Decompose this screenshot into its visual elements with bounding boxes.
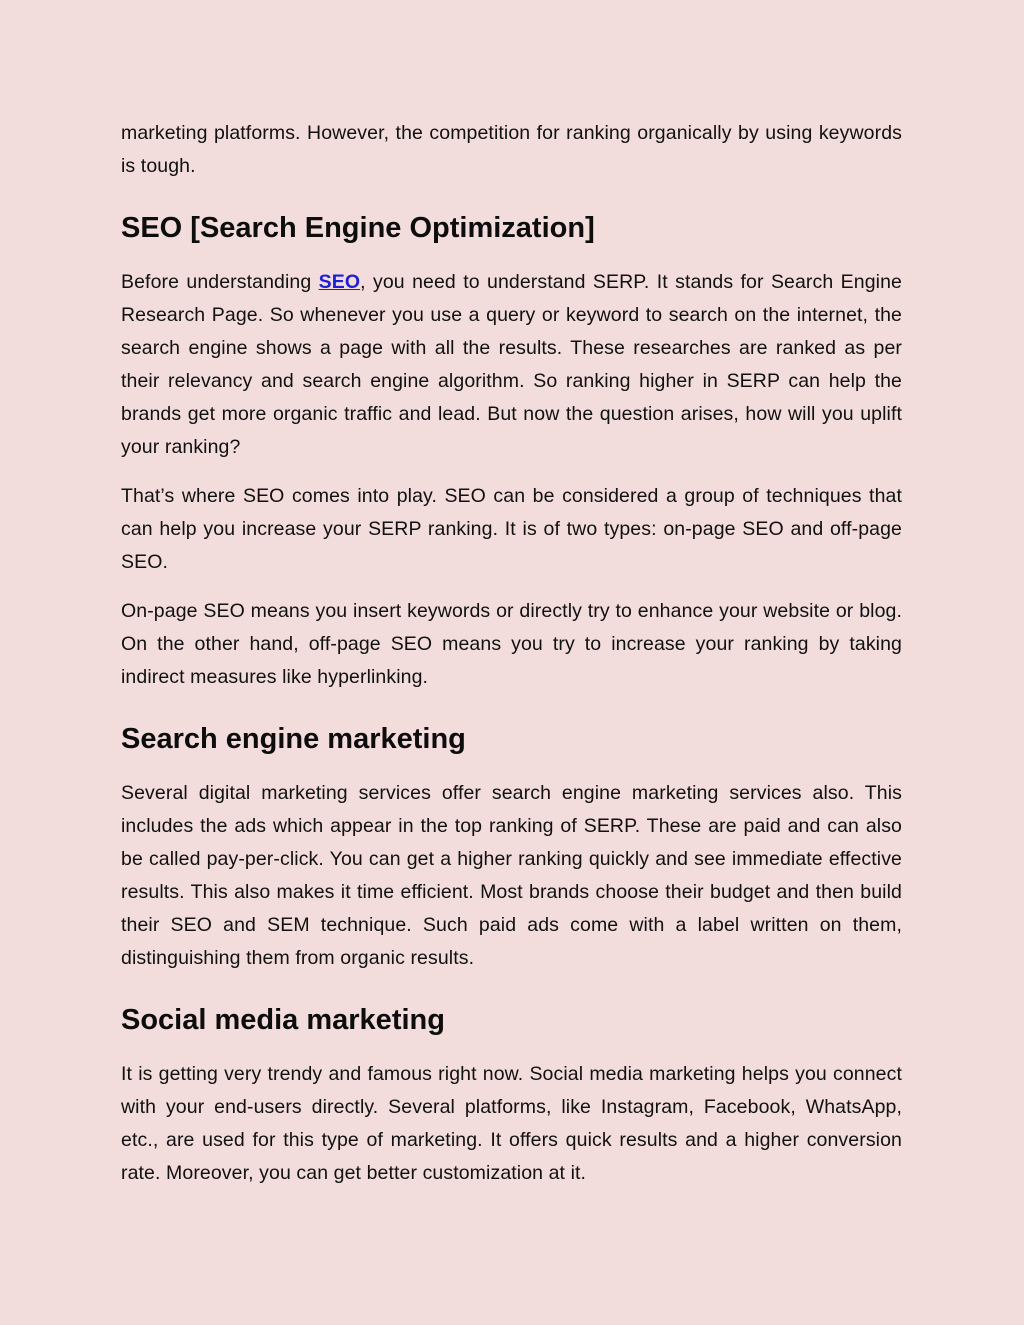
section-heading-smm: Social media marketing bbox=[121, 1004, 445, 1036]
intro-paragraph: marketing platforms. However, the competition for ranking organically by using keywords is tough. bbox=[121, 122, 902, 177]
section-heading-seo: SEO [Search Engine Optimization] bbox=[121, 212, 595, 244]
seo-paragraph-2: That’s where SEO comes into play. SEO can be considered a group of techniques that can help you increase your SERP ranking. It is of two types: on-page SEO and off-page SEO. bbox=[121, 485, 902, 573]
sem-paragraph: Several digital marketing services offer search engine marketing services also. This includes the ads which appear in the top ranking of SERP. These are paid and can also be called pay-per-click. You can get a higher ranking quickly and see immediate effective results. This also makes it time efficient. Most brands choose their budget and then build their SEO and SEM technique. Such paid ads come with a label written on them, distinguishing them from organic results. bbox=[121, 782, 902, 969]
seo-paragraph-1-rest: , you need to understand SERP. It stands for Search Engine Research Page. So whenever you use a query or keyword to search on the internet, the search engine shows a page with all the results. These researches are ranked as per their relevancy and search engine algorithm. So ranking higher in SERP can help the brands get more organic traffic and lead. But now the question arises, how will you uplift your ranking? bbox=[121, 271, 902, 458]
seo-link[interactable]: SEO bbox=[318, 271, 361, 293]
seo-paragraph-1-lead: Before understanding bbox=[121, 271, 319, 293]
section-heading-sem: Search engine marketing bbox=[121, 723, 466, 755]
seo-paragraph-3: On-page SEO means you insert keywords or directly try to enhance your website or blog. On the other hand, off-page SEO means you try to increase your ranking by taking indirect measures like hyperlinking. bbox=[121, 600, 902, 688]
seo-paragraph-1 bbox=[121, 266, 902, 464]
smm-paragraph: It is getting very trendy and famous right now. Social media marketing helps you connect with your end-users directly. Several platforms, like Instagram, Facebook, WhatsApp, etc., are used for this type of marketing. It offers quick results and a higher conversion rate. Moreover, you can get better customization at it. bbox=[121, 1063, 902, 1184]
